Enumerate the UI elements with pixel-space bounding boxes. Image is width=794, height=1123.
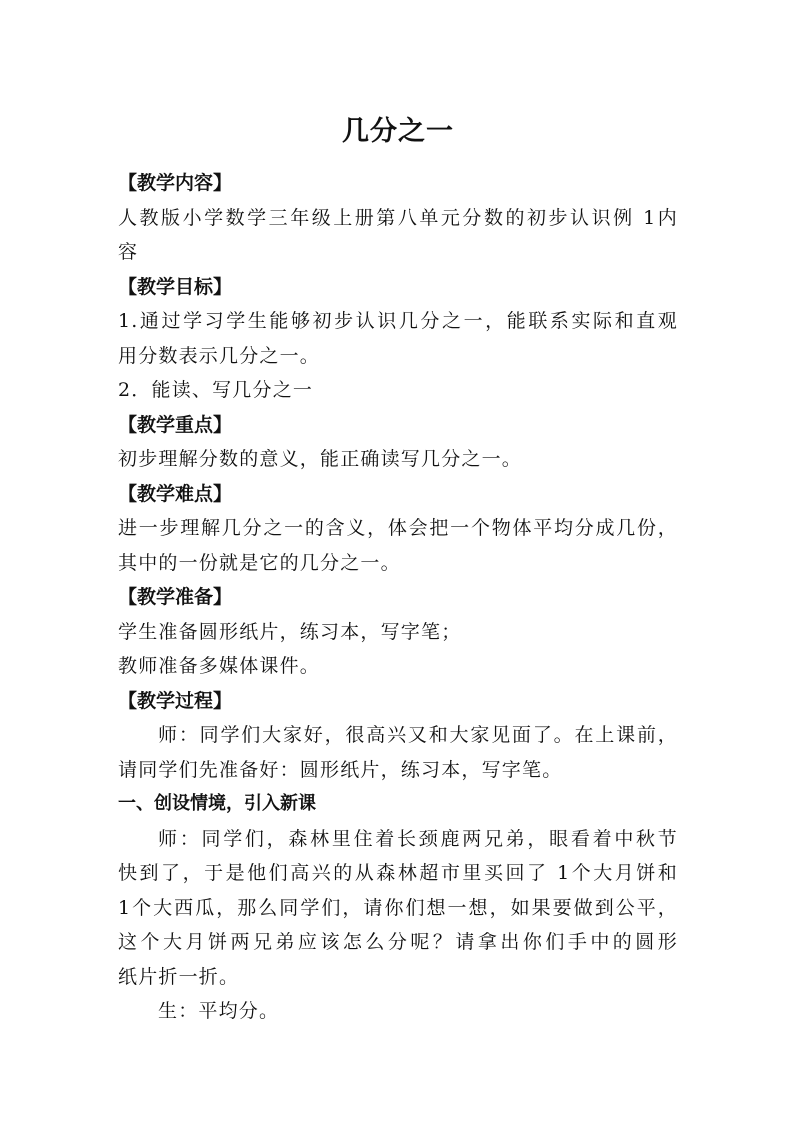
content-line-2: 容 (118, 241, 139, 263)
difficulties-line-1: 进一步理解几分之一的含义，体会把一个物体平均分成几份， (118, 517, 678, 539)
section-heading-difficulties: 【教学难点】 (118, 482, 233, 505)
part-one-line-2: 快到了，于是他们高兴的从森林超市里买回了 1个大月饼和 (118, 862, 678, 884)
part-one-line-6: 生：平均分。 (158, 1000, 280, 1022)
section-heading-process: 【教学过程】 (118, 689, 233, 712)
section-heading-preparation: 【教学准备】 (118, 586, 233, 608)
preparation-line-1: 学生准备圆形纸片，练习本，写字笔； (118, 620, 462, 643)
part-one-line-5: 纸片折一折。 (118, 965, 240, 988)
section-heading-content: 【教学内容】 (118, 172, 233, 194)
part-one-line-1: 师：同学们，森林里住着长颈鹿两兄弟，眼看着中秋节 (158, 827, 678, 850)
process-intro-line-1: 师：同学们大家好，很高兴又和大家见面了。在上课前， (158, 724, 678, 746)
key-points-line-1: 初步理解分数的意义，能正确读写几分之一。 (118, 448, 523, 470)
goals-line-2: 用分数表示几分之一。 (118, 344, 321, 367)
process-intro-line-2: 请同学们先准备好：圆形纸片，练习本，写字笔。 (118, 758, 563, 781)
document-body (118, 112, 678, 1029)
goals-line-3: 2．能读、写几分之一 (118, 379, 314, 401)
part-one-line-3: 1个大西瓜，那么同学们，请你们想一想，如果要做到公平， (118, 896, 678, 919)
difficulties-line-2: 其中的一份就是它的几分之一。 (118, 551, 401, 574)
preparation-line-2: 教师准备多媒体课件。 (118, 655, 321, 677)
part-one-line-4: 这个大月饼两兄弟应该怎么分呢？请拿出你们手中的圆形 (118, 931, 678, 953)
section-heading-key-points: 【教学重点】 (118, 413, 233, 436)
document-title: 几分之一 (342, 116, 454, 147)
content-line-1: 人教版小学数学三年级上册第八单元分数的初步认识例 1内 (118, 206, 678, 229)
part-one-heading: 一、创设情境，引入新课 (118, 793, 316, 814)
section-heading-goals: 【教学目标】 (118, 275, 233, 298)
goals-line-1: 1.通过学习学生能够初步认识几分之一，能联系实际和直观 (118, 310, 678, 332)
